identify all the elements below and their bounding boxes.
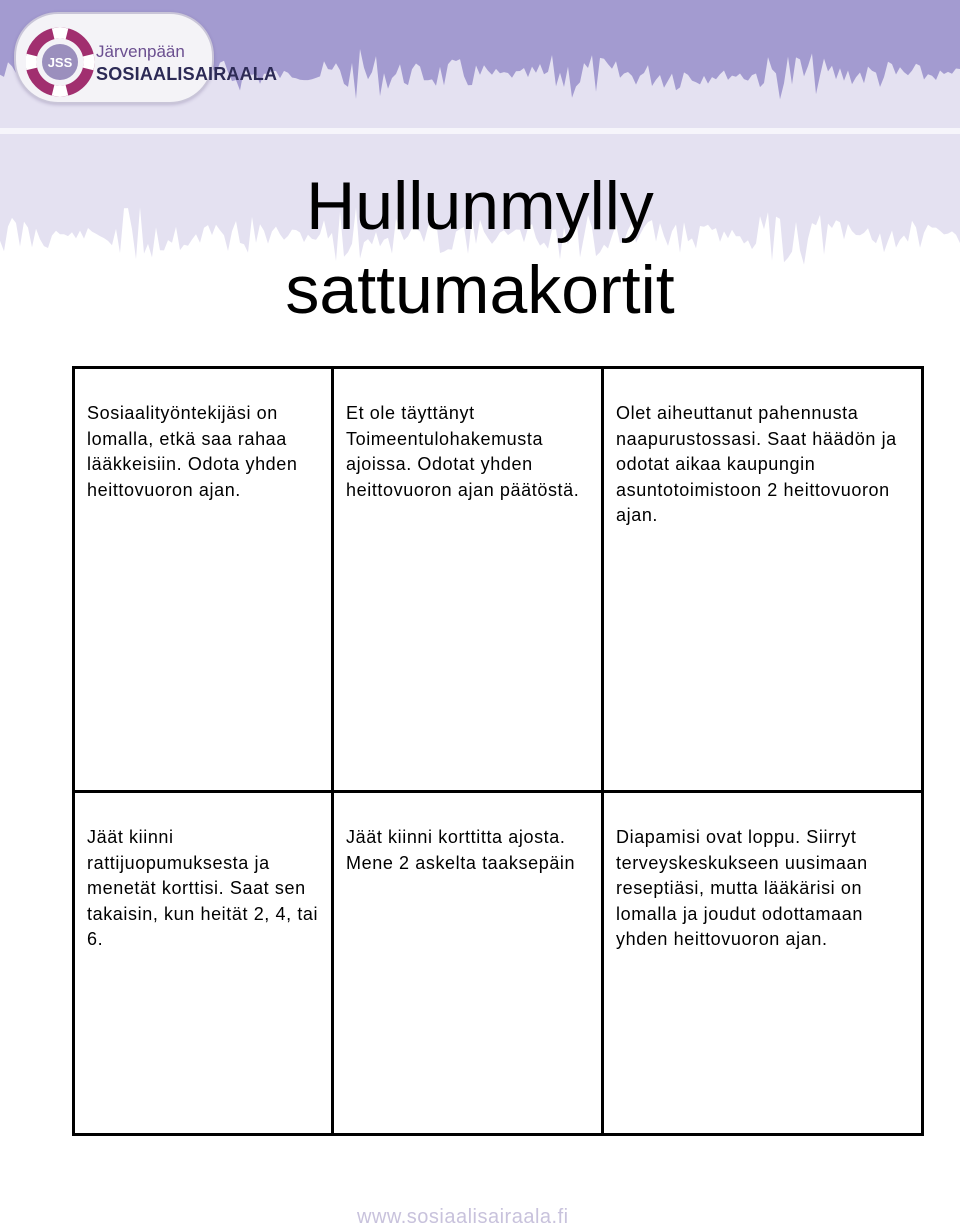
logo-town: Järvenpään	[96, 42, 185, 61]
logo-name: SOSIAALISAIRAALA	[96, 64, 278, 84]
lifebuoy-icon	[26, 22, 96, 98]
card-grid	[72, 366, 924, 1136]
page-title-line-2: sattumakortit	[285, 252, 675, 328]
hospital-logo[interactable]	[14, 12, 278, 104]
card-text: Sosiaalityöntekijäsi on lomalla, etkä saa rahaa lääkkeisiin. Odota yhden heittovuoron ajan.	[87, 403, 298, 500]
page-title-line-1: Hullunmylly	[306, 168, 654, 244]
card-text: Olet aiheuttanut pahennusta naapurustossasi. Saat häädön ja odotat aikaa kaupungin asuntotoimistoon 2 heittovuoron ajan.	[616, 403, 897, 525]
event-card	[334, 793, 604, 1133]
event-card	[604, 369, 921, 793]
card-text: Jäät kiinni rattijuopumuksesta ja menetät korttisi. Saat sen takaisin, kun heität 2, 4, tai 6.	[87, 827, 319, 949]
event-card	[75, 369, 334, 793]
logo-badge: JSS	[47, 55, 73, 70]
card-text: Diapamisi ovat loppu. Siirryt terveyskeskukseen uusimaan reseptiäsi, mutta lääkärisi on lomalla ja joudut odottamaan yhden heittovuoron ajan.	[616, 827, 868, 949]
event-card	[604, 793, 921, 1133]
event-card	[334, 369, 604, 793]
event-card	[75, 793, 334, 1133]
footer-website-link[interactable]: www.sosiaalisairaala.fi	[357, 1206, 569, 1228]
card-text: Et ole täyttänyt Toimeentulohakemusta ajoissa. Odotat yhden heittovuoron ajan päätöstä.	[346, 403, 580, 500]
card-text: Jäät kiinni korttitta ajosta. Mene 2 askelta taaksepäin	[346, 827, 576, 873]
